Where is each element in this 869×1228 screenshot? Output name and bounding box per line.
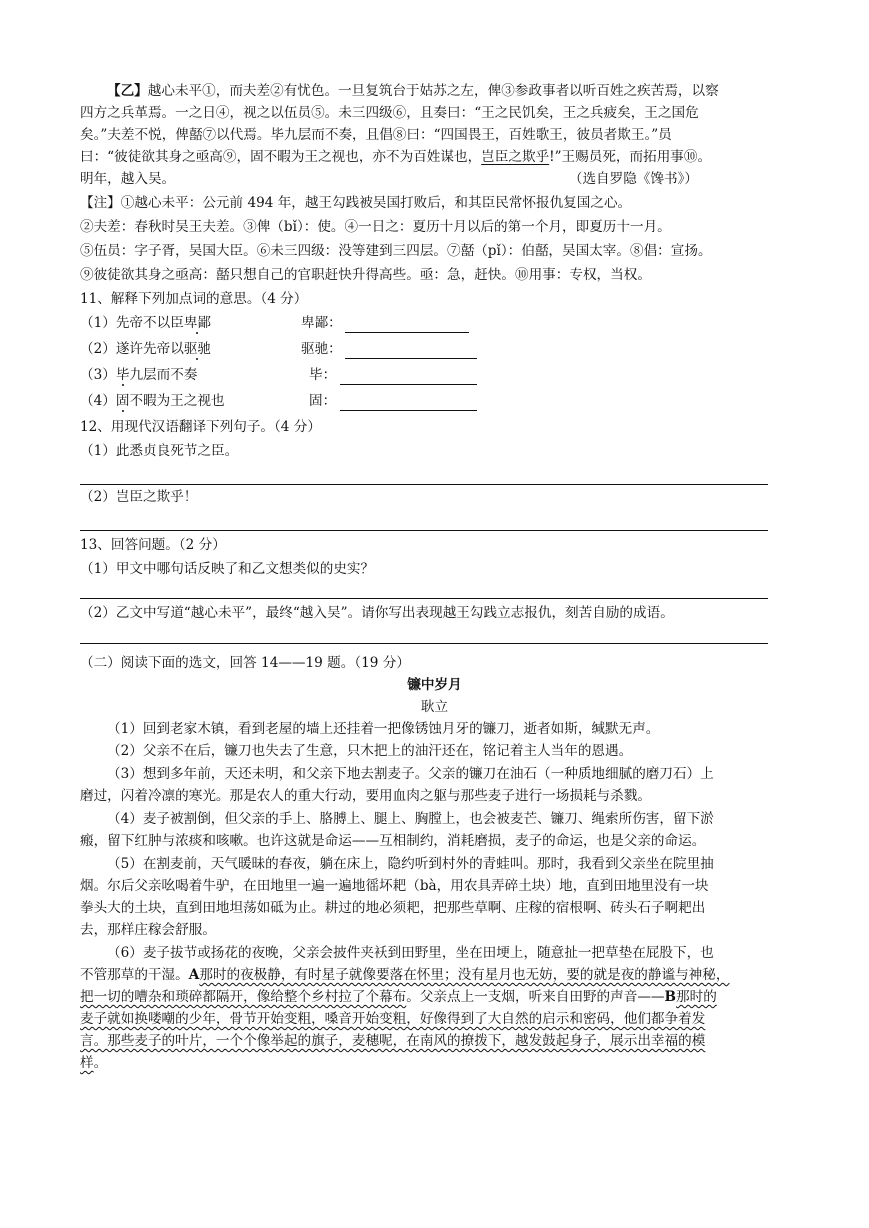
dotted-word: 驱驰 bbox=[183, 341, 211, 357]
answer-blank-2[interactable] bbox=[345, 358, 477, 359]
q11-label-1: 卑鄙： bbox=[301, 315, 342, 331]
passage-b-line-3: 矣。”夫差不悦，俾嚭⑦以代焉。毕九层而不奏，且倡⑧曰：“四国畏王，百姓歌王，彼员者欺王。”员 bbox=[80, 127, 672, 143]
answer-line-q12-2[interactable] bbox=[80, 530, 768, 531]
q13-question-2: （2）乙文中写道“越心未平”，最终“越入吴”。请你写出表现越王勾践立志报仇，刻苦自励的成语。 bbox=[80, 605, 674, 621]
passage-b-line-4: 曰：“彼徒欲其身之亟高⑨，固不暇为王之视也，亦不为百姓谋也，岂臣之欺乎!”王赐员死，而拓用事⑩。 bbox=[80, 149, 712, 165]
paragraph-6-line-4 bbox=[80, 1008, 705, 1030]
wavy-underlined-text: 样 bbox=[80, 1055, 94, 1071]
paragraph-5-line-4: 去，那样庄稼会舒服。 bbox=[80, 922, 216, 938]
article-author: 耿立 bbox=[420, 699, 449, 715]
passage-b-line-2: 四方之兵革焉。一之日④，视之以伍员⑤。未三四级⑥，且奏曰：“王之民饥矣，王之兵疲矣，王之国危 bbox=[80, 105, 699, 121]
notes-line-4: ⑨彼徒欲其身之亟高：嚭只想自己的官职赶快升得高些。亟：急，赶快。⑩用事：专权，当权。 bbox=[80, 267, 651, 283]
answer-blank-1[interactable] bbox=[345, 332, 469, 333]
marker-a: A bbox=[188, 967, 200, 983]
notes-line-2: ②夫差：春秋时吴王夫差。③俾（bǐ）：使。④一日之：夏历十月以后的第一个月，即夏历十一月。 bbox=[80, 219, 671, 235]
paragraph-2: （2）父亲不在后，镰刀也失去了生意，只木把上的油汗还在，铭记着主人当年的恩遇。 bbox=[107, 743, 633, 759]
q11-title: 11、解释下列加点词的意思。（4 分） bbox=[80, 291, 308, 307]
wavy-underlined-text: 那时的夜极静，有时星子就像要落在怀里；没有星月也无妨，要的就是夜的静谧与神秘， bbox=[199, 967, 730, 983]
q11-item-1: （1）先帝不以臣卑鄙 bbox=[80, 315, 211, 331]
q13-title: 13、回答问题。（2 分） bbox=[80, 537, 226, 553]
wavy-underlined-text: 把一切的嘈杂和琐碎都隔开，像给整个乡村拉了个幕布 bbox=[80, 989, 407, 1005]
answer-line-q12-1[interactable] bbox=[80, 484, 768, 485]
paragraph-5-line-1: （5）在割麦前，天气暖昧的春夜，躺在床上，隐约听到村外的青蛙叫。那时，我看到父亲坐在院里抽 bbox=[107, 856, 714, 872]
dotted-word: 固 bbox=[115, 393, 130, 409]
q11-label-2: 驱驰： bbox=[301, 341, 342, 357]
answer-line-q13-2[interactable] bbox=[80, 643, 768, 644]
notes-line-3: ⑤伍员：字子胥，吴国大臣。⑥未三四级：没等建到三四层。⑦嚭（pǐ）：伯嚭，吴国太宰。⑧倡：宣扬。 bbox=[80, 243, 712, 259]
q12-sentence-2: （2）岂臣之欺乎！ bbox=[80, 489, 198, 505]
dotted-word: 卑鄙 bbox=[183, 315, 211, 331]
passage-b-line-1: 【乙】越心未平①，而夫差②有忧色。一旦复筑台于姑苏之左，俾③参政事者以听百姓之疾苦焉，以察 bbox=[107, 83, 719, 99]
paragraph-3-line-1: （3）想到多年前，天还未明，和父亲下地去割麦子。父亲的镰刀在油石（一种质地细腻的磨刀石）上 bbox=[107, 766, 714, 782]
dotted-word: 毕 bbox=[115, 367, 130, 383]
passage-b-label: 【乙】 bbox=[107, 83, 148, 99]
wavy-underlined-text: 麦子就如换喽嘲的少年，骨节开始变粗，嗓音开始变粗，好像得到了大自然的启示和密码，他们都争着发 bbox=[80, 1011, 706, 1027]
paragraph-3-line-2: 磨过，闪着冷凛的寒光。那是农人的重大行动，要用血肉之躯与那些麦子进行一场损耗与杀戮。 bbox=[80, 788, 651, 804]
q11-label-4: 固： bbox=[309, 393, 337, 409]
paragraph-5-line-3: 拳头大的土块，直到田地坦荡如砥为止。耕过的地必须耙，把那些草啊、庄稼的宿根啊、砖头石子啊耙出 bbox=[80, 900, 706, 916]
q11-item-3: （3）毕九层而不奏 bbox=[80, 367, 198, 383]
answer-line-q13-1[interactable] bbox=[80, 598, 768, 599]
paragraph-6-line-3: 把一切的嘈杂和琐碎都隔开，像给整个乡村拉了个幕布。父亲点上一支烟，听来自田野的声音——B那时的 bbox=[80, 989, 717, 1005]
section-2-intro: （二）阅读下面的选文，回答 14——19 题。（19 分） bbox=[80, 655, 410, 671]
q12-title: 12、用现代汉语翻译下列句子。（4 分） bbox=[80, 419, 321, 435]
paragraph-5-line-2: 烟。尔后父亲吆喝着牛驴，在田地里一遍一遍地徭坏耙（bà，用农具弄碎土块）地，直到田地里没有一块 bbox=[80, 878, 709, 894]
q11-item-4: （4）固不暇为王之视也 bbox=[80, 393, 225, 409]
paragraph-4-line-2: 瘢，留下红肿与浓痰和咳嗽。也许这就是命运——互相制约，消耗磨损，麦子的命运，也是父亲的命运。 bbox=[80, 833, 706, 849]
passage-b-line-5: 明年，越入吴。 （选自罗隐《馋书》） bbox=[80, 168, 768, 190]
paragraph-6-line-5 bbox=[80, 1030, 705, 1052]
q11-label-3: 毕： bbox=[309, 367, 337, 383]
notes-line-1: 【注】①越心未平：公元前 494 年，越王勾践被吴国打败后，和其臣民常怀报仇复国之心。 bbox=[80, 195, 632, 211]
paragraph-6-line-2: 不管那草的干湿。A那时的夜极静，有时星子就像要落在怀里；没有星月也无妨，要的就是夜的静谧与神秘， bbox=[80, 967, 730, 983]
article-title: 镰中岁月 bbox=[407, 677, 462, 693]
paragraph-4-line-1: （4）麦子被割倒，但父亲的手上、胳膊上、腿上、胸膛上，也会被麦芒、镰刀、绳索所伤害，留下淤 bbox=[107, 811, 714, 827]
paragraph-1: （1）回到老家木镇，看到老屋的墙上还挂着一把像锈蚀月牙的镰刀，逝者如斯，缄默无声。 bbox=[107, 721, 660, 737]
q12-sentence-1: （1）此悉贞良死节之臣。 bbox=[80, 443, 239, 459]
answer-blank-4[interactable] bbox=[340, 410, 477, 411]
paragraph-6-line-1: （6）麦子拔节或扬花的夜晚，父亲会披件夹袄到田野里，坐在田埂上，随意扯一把草垫在屁股下，也 bbox=[107, 945, 714, 961]
q11-item-2: （2）遂许先帝以驱驰 bbox=[80, 341, 211, 357]
marker-b: B bbox=[664, 989, 677, 1005]
wavy-underlined-text: 言。那些麦子的叶片，一个个像举起的旗子，麦穗呢，在南风的撩拨下，越发鼓起身子，展示出幸福的模 bbox=[80, 1033, 706, 1049]
q13-question-1: （1）甲文中哪句话反映了和乙文想类似的史实？ bbox=[80, 561, 375, 577]
answer-blank-3[interactable] bbox=[340, 384, 477, 385]
underlined-sentence: 岂臣之欺乎 bbox=[481, 149, 550, 165]
passage-source: （选自罗隐《馋书》） bbox=[568, 171, 698, 187]
paragraph-6-line-6: 样。 bbox=[80, 1055, 108, 1071]
wavy-underlined-text: 那时的 bbox=[676, 989, 717, 1005]
